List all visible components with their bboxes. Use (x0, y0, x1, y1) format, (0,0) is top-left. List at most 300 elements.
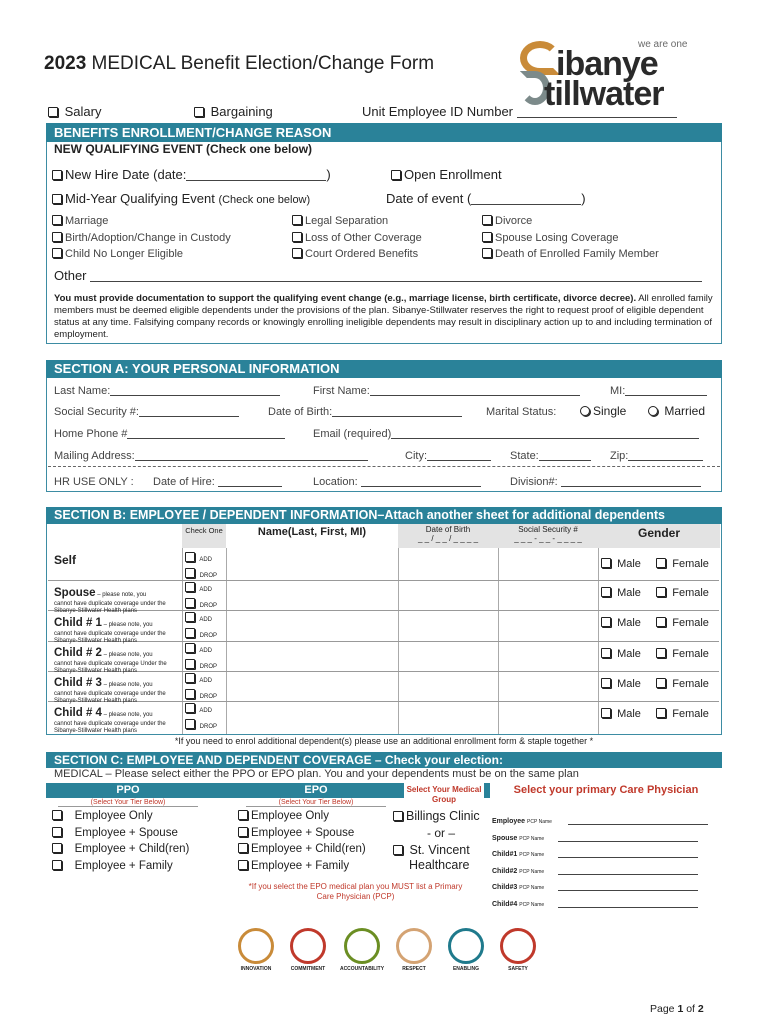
drop-label: DROP (199, 603, 218, 609)
drop-checkbox[interactable] (185, 598, 195, 608)
row-spouse-label (54, 583, 182, 615)
pcp-who: Child#4 (492, 900, 518, 908)
logo-word-2: tillwater (544, 75, 664, 113)
unit-id-label: Unit Employee ID Number (362, 104, 513, 119)
date-of-event-close: ) (581, 191, 586, 206)
ppo-tier-option[interactable] (52, 841, 189, 858)
row-child1-gender (601, 617, 709, 629)
division-field[interactable] (510, 476, 701, 488)
drop-checkbox[interactable] (185, 719, 195, 729)
female-label: Female (672, 708, 709, 720)
open-enrollment-option[interactable] (391, 167, 502, 182)
pcp-label: PCP Name (519, 852, 545, 859)
section-a (46, 360, 722, 492)
col-dob-header (398, 524, 498, 548)
city-label: City: (405, 450, 427, 462)
drop-label: DROP (199, 694, 218, 700)
first-name-field[interactable] (313, 385, 580, 397)
add-checkbox[interactable] (185, 612, 195, 622)
pcp-label: PCP Name (519, 885, 545, 892)
healthcare-label: Healthcare (409, 858, 470, 872)
add-checkbox[interactable] (185, 673, 195, 683)
pcp-input[interactable] (558, 857, 698, 858)
col-ssn-format: _ _ _ - _ _ - _ _ _ _ (514, 534, 582, 543)
drop-option[interactable] (185, 719, 217, 735)
pcp-row[interactable] (492, 831, 708, 848)
state-input[interactable] (539, 460, 591, 461)
division-label: Division#: (510, 476, 558, 488)
single-option[interactable] (580, 404, 626, 418)
female-checkbox[interactable] (656, 617, 666, 627)
add-option[interactable] (185, 582, 217, 598)
event-court-ordered[interactable] (292, 248, 418, 260)
mi-field[interactable] (610, 385, 707, 397)
add-label: ADD (199, 587, 213, 593)
epo-header: EPO (304, 784, 328, 796)
company-values (232, 928, 542, 998)
epo-tier-checkbox[interactable] (238, 810, 248, 820)
event-divorce[interactable] (482, 215, 532, 227)
dob-label: Date of Birth: (268, 406, 333, 418)
email-input[interactable] (391, 438, 699, 439)
location-input[interactable] (361, 486, 481, 487)
event-marriage[interactable] (52, 215, 108, 227)
male-label: Male (617, 587, 641, 599)
add-option[interactable] (185, 673, 217, 689)
event-checkbox[interactable] (292, 248, 302, 258)
epo-pcp-note: *If you select the EPO medical plan you MUST list a Primary Care Physician (PCP) (248, 882, 463, 901)
event-label: Loss of Other Coverage (305, 232, 422, 244)
female-option[interactable] (656, 648, 709, 660)
epo-tier-option[interactable] (238, 825, 366, 842)
event-checkbox[interactable] (292, 215, 302, 225)
female-checkbox[interactable] (656, 558, 666, 568)
state-label: State: (510, 450, 539, 462)
st-vincent-checkbox[interactable] (393, 845, 403, 855)
female-label: Female (672, 558, 709, 570)
row-note: – please note, you (101, 682, 153, 688)
date-of-event-label: Date of event ( (386, 191, 472, 206)
ppo-header: PPO (116, 784, 140, 796)
row-child1-adddrop (185, 612, 217, 644)
notice-bold: You must provide documentation to support the qualifying event change (e.g., marriage license, birth certificate, divorce decree). (54, 293, 637, 304)
tier-label: Employee + Child(ren) (74, 843, 190, 855)
date-of-event-input[interactable] (471, 204, 581, 205)
last-name-input[interactable] (110, 395, 280, 396)
male-label: Male (617, 617, 641, 629)
location-field[interactable] (313, 476, 481, 488)
row-note: – please note, you (101, 652, 153, 658)
event-checkbox[interactable] (292, 232, 302, 242)
row-fine-print: cannot have duplicate coverage under the Sibanye-Stillwater Health plans (54, 601, 166, 614)
billings-checkbox[interactable] (393, 811, 403, 821)
pcp-row[interactable] (492, 880, 708, 897)
pcp-input[interactable] (558, 841, 698, 842)
event-label: Divorce (495, 215, 533, 227)
date-of-hire-label: Date of Hire: (153, 476, 215, 488)
zip-label: Zip: (610, 450, 629, 462)
row-child4-label (54, 703, 182, 735)
col-dob-format: _ _ / _ _ / _ _ _ _ (417, 534, 479, 543)
row-fine-print: cannot have duplicate coverage under the Sibanye-Stillwater Health plans (54, 721, 166, 734)
ssn-field[interactable] (54, 406, 239, 418)
pcp-row[interactable] (492, 814, 708, 831)
single-radio[interactable] (580, 406, 590, 416)
medical-group-header: Select Your Medical Group (404, 783, 484, 809)
male-checkbox[interactable] (601, 558, 611, 568)
epo-tier-option[interactable] (238, 841, 366, 858)
salary-checkbox[interactable] (48, 107, 58, 117)
add-option[interactable] (185, 552, 217, 568)
logo-s-mark-top (520, 41, 560, 75)
drop-label: DROP (199, 724, 218, 730)
male-checkbox[interactable] (601, 617, 611, 627)
row-child4-adddrop (185, 703, 217, 735)
row-self-adddrop (185, 552, 217, 584)
home-phone-label: Home Phone # (54, 428, 128, 440)
row-child3-label (54, 673, 182, 705)
event-label: Legal Separation (305, 215, 389, 227)
bargaining-option[interactable] (194, 104, 273, 119)
male-label: Male (617, 678, 641, 690)
mid-year-option[interactable] (52, 191, 310, 206)
section-c-subtitle: MEDICAL – Please select either the PPO or EPO plan. You and your dependents must be on the same plan (54, 768, 579, 780)
female-option[interactable] (656, 708, 709, 720)
bargaining-checkbox[interactable] (194, 107, 204, 117)
row-fine-print: cannot have duplicate coverage under the Sibanye-Stillwater Health plans (54, 631, 166, 644)
add-checkbox[interactable] (185, 552, 195, 562)
single-label: Single (593, 404, 627, 418)
section-c-header: SECTION C: EMPLOYEE AND DEPENDENT COVERAGE – Check your election: (46, 752, 722, 768)
email-label: Email (required) (313, 428, 392, 440)
lightbulb-icon (238, 928, 274, 964)
page-of: of (683, 1003, 698, 1015)
home-phone-input[interactable] (127, 438, 285, 439)
new-hire-date-input[interactable] (186, 180, 326, 181)
state-field[interactable] (510, 450, 591, 462)
ssn-label: Social Security #: (54, 406, 139, 418)
male-checkbox[interactable] (601, 587, 611, 597)
ppo-tier-checkbox[interactable] (52, 843, 62, 853)
salary-option[interactable] (48, 104, 101, 119)
city-field[interactable] (405, 450, 491, 462)
unit-id-field[interactable] (362, 104, 677, 119)
row-divider (48, 580, 719, 581)
epo-tier-note: (Select Your Tier Below) (246, 799, 386, 807)
female-label: Female (672, 587, 709, 599)
documentation-notice (54, 293, 714, 341)
open-enrollment-checkbox[interactable] (391, 170, 401, 180)
pcp-row[interactable] (492, 897, 708, 914)
pcp-label: PCP Name (519, 835, 545, 842)
row-child3-gender (601, 678, 709, 690)
female-label: Female (672, 648, 709, 660)
event-death[interactable] (482, 248, 659, 260)
pcp-who: Spouse (492, 834, 518, 842)
drop-checkbox[interactable] (185, 568, 195, 578)
event-checkbox[interactable] (482, 248, 492, 258)
date-of-hire-input[interactable] (218, 486, 282, 487)
row-title: Child # 1 (54, 617, 102, 629)
ppo-tier-option[interactable] (52, 825, 189, 842)
epo-tier-checkbox[interactable] (238, 843, 248, 853)
shield-icon (500, 928, 536, 964)
row-title: Child # 3 (54, 677, 102, 689)
dob-field[interactable] (268, 406, 462, 418)
pcp-who: Child#1 (492, 851, 518, 859)
heart-icon (290, 928, 326, 964)
tier-label: Employee + Child(ren) (251, 843, 366, 855)
pcp-label: PCP Name (519, 868, 545, 875)
event-checkbox[interactable] (52, 232, 62, 242)
add-checkbox[interactable] (185, 643, 195, 653)
mi-input[interactable] (625, 395, 707, 396)
marital-status-label: Marital Status: (486, 406, 557, 418)
new-hire-close: ) (326, 167, 331, 182)
drop-checkbox[interactable] (185, 689, 195, 699)
epo-tier-checkbox[interactable] (238, 827, 248, 837)
row-spouse-gender (601, 587, 709, 599)
male-checkbox[interactable] (601, 648, 611, 658)
company-logo (520, 35, 730, 113)
billings-label: Billings Clinic (406, 809, 480, 823)
value-label: SAFETY (508, 966, 528, 972)
add-option[interactable] (185, 612, 217, 628)
ppo-tier-checkbox[interactable] (52, 810, 62, 820)
event-spouse-losing[interactable] (482, 232, 619, 244)
ppo-tier-note: (Select Your Tier Below) (58, 799, 198, 807)
page-current: 1 (677, 1003, 684, 1015)
female-option[interactable] (656, 617, 709, 629)
drop-checkbox[interactable] (185, 628, 195, 638)
male-checkbox[interactable] (601, 678, 611, 688)
pcp-label: PCP Name (519, 901, 545, 908)
drop-checkbox[interactable] (185, 659, 195, 669)
pcp-row[interactable] (492, 864, 708, 881)
value-label: ENABLING (452, 966, 480, 972)
tier-label: Employee Only (251, 810, 329, 822)
event-checkbox[interactable] (52, 215, 62, 225)
row-fine-print: cannot have duplicate coverage under the Sibanye-Stillwater Health plans (54, 691, 166, 704)
value-accountability (336, 928, 388, 972)
col-ssn-header (498, 524, 598, 548)
add-option[interactable] (185, 703, 217, 719)
value-safety (494, 928, 542, 972)
person-icon (448, 928, 484, 964)
logo-word-1: ibanye (556, 45, 658, 83)
other-input[interactable] (90, 281, 702, 282)
email-field[interactable] (313, 428, 699, 440)
zip-input[interactable] (628, 460, 703, 461)
row-child4-gender (601, 708, 709, 720)
or-label: - or – (427, 826, 456, 840)
event-checkbox[interactable] (52, 248, 62, 258)
home-phone-field[interactable] (54, 428, 285, 440)
date-of-hire-field[interactable] (153, 476, 282, 488)
city-input[interactable] (427, 460, 491, 461)
event-checkbox[interactable] (482, 215, 492, 225)
pcp-who: Child#2 (492, 867, 518, 875)
pcp-list (492, 814, 708, 914)
event-legal-separation[interactable] (292, 215, 388, 227)
qualifying-event-title: NEW QUALIFYING EVENT (Check one below) (54, 142, 313, 156)
event-birth-adoption[interactable] (52, 232, 231, 244)
salary-label: Salary (64, 104, 102, 119)
value-label: COMMITMENT (290, 966, 326, 972)
female-checkbox[interactable] (656, 648, 666, 658)
female-option[interactable] (656, 587, 709, 599)
add-label: ADD (199, 648, 213, 654)
row-title: Child # 2 (54, 647, 102, 659)
add-checkbox[interactable] (185, 582, 195, 592)
epo-tier-checkbox[interactable] (238, 860, 248, 870)
row-self-gender (601, 558, 709, 570)
tier-label: Employee Only (74, 810, 153, 822)
st-vincent-option[interactable] (393, 843, 470, 857)
title-year: 2023 (44, 53, 87, 74)
epo-tier-option[interactable] (238, 858, 366, 875)
pcp-who: Child#3 (492, 884, 518, 892)
section-b-footnote: *If you need to enrol additional dependent(s) please use an additional enrollment form & staple together * (174, 736, 594, 746)
male-option[interactable] (601, 678, 641, 690)
mi-label: MI: (610, 385, 626, 397)
ppo-tier-option[interactable] (52, 808, 189, 825)
pcp-who: Employee (492, 818, 526, 825)
hr-use-label: HR USE ONLY : (54, 476, 134, 488)
female-label: Female (672, 678, 709, 690)
epo-tier-option[interactable] (238, 808, 366, 825)
first-name-label: First Name: (313, 385, 370, 397)
male-option[interactable] (601, 587, 641, 599)
other-label: Other (54, 268, 87, 283)
row-child2-gender (601, 648, 709, 660)
title-text: MEDICAL Benefit Election/Change Form (86, 53, 435, 74)
ppo-tier-checkbox[interactable] (52, 860, 62, 870)
last-name-field[interactable] (54, 385, 280, 397)
dob-input[interactable] (332, 416, 462, 417)
value-label: ACCOUNTABILITY (339, 966, 385, 972)
row-spouse-adddrop (185, 582, 217, 614)
logo-tagline: we are one (638, 39, 688, 50)
pcp-row[interactable] (492, 847, 708, 864)
male-label: Male (617, 708, 641, 720)
first-name-input[interactable] (370, 395, 580, 396)
mid-year-note: (Check one below) (218, 194, 311, 206)
mid-year-checkbox[interactable] (52, 194, 62, 204)
female-checkbox[interactable] (656, 678, 666, 688)
event-label: Birth/Adoption/Change in Custody (65, 232, 231, 244)
st-vincent-label: St. Vincent (409, 843, 470, 857)
pcp-input[interactable] (558, 874, 698, 875)
mailing-input[interactable] (135, 460, 368, 461)
event-label: Court Ordered Benefits (305, 248, 419, 260)
value-enabling (442, 928, 490, 972)
date-of-event-field[interactable] (386, 191, 586, 206)
female-option[interactable] (656, 558, 709, 570)
value-label: RESPECT (402, 966, 426, 972)
male-option[interactable] (601, 648, 641, 660)
event-checkbox[interactable] (482, 232, 492, 242)
male-checkbox[interactable] (601, 708, 611, 718)
section-b-note: –Attach another sheet for additional dependents (377, 508, 665, 522)
pcp-input[interactable] (558, 890, 698, 891)
new-hire-option[interactable] (52, 167, 331, 182)
unit-id-input[interactable] (517, 117, 677, 118)
zip-field[interactable] (610, 450, 703, 462)
drop-label: DROP (199, 573, 218, 579)
female-option[interactable] (656, 678, 709, 690)
mailing-field[interactable] (54, 450, 368, 462)
pcp-input[interactable] (558, 907, 698, 908)
value-commitment (284, 928, 332, 972)
add-checkbox[interactable] (185, 703, 195, 713)
handshake-icon (344, 928, 380, 964)
row-fine-print: cannot have duplicate coverage Under the Sibanye-Stillwater Health plans (54, 661, 167, 674)
row-note: – please note, you (101, 622, 153, 628)
male-label: Male (617, 558, 641, 570)
event-loss-coverage[interactable] (292, 232, 422, 244)
location-label: Location: (313, 476, 358, 488)
tier-label: Employee + Spouse (74, 826, 178, 839)
form-title (44, 53, 434, 75)
row-child2-adddrop (185, 643, 217, 675)
value-label: INNOVATION (240, 966, 272, 972)
event-label: Child No Longer Eligible (65, 248, 184, 260)
married-label: Married (664, 404, 706, 418)
male-option[interactable] (601, 617, 641, 629)
ppo-tier-checkbox[interactable] (52, 827, 62, 837)
drop-label: DROP (199, 664, 218, 670)
female-checkbox[interactable] (656, 587, 666, 597)
married-radio[interactable] (648, 406, 658, 416)
page-prefix: Page (650, 1003, 678, 1015)
section-b-header (46, 507, 722, 524)
reason-header: BENEFITS ENROLLMENT/CHANGE REASON (46, 123, 722, 142)
drop-option[interactable] (185, 628, 217, 644)
row-child1-label (54, 613, 182, 645)
last-name-label: Last Name: (54, 385, 111, 397)
notice-text: All enrolled family members must be deemed eligible dependents under the provisions of the plan. Sibanye-Stillwater reserves the right to request proof of eligible dependent status at any time. Falsifying company records or knowingly enrolling ineligible dependents may result in disciplinary action up to and including termination of employment. (54, 293, 713, 340)
row-child2-label (54, 643, 182, 675)
ssn-input[interactable] (139, 416, 239, 417)
add-label: ADD (199, 708, 213, 714)
tier-label: Employee + Family (251, 859, 350, 872)
female-checkbox[interactable] (656, 708, 666, 718)
row-title: Child # 4 (54, 707, 102, 719)
mid-year-label: Mid-Year Qualifying Event (65, 191, 215, 206)
add-option[interactable] (185, 643, 217, 659)
male-option[interactable] (601, 708, 641, 720)
new-hire-checkbox[interactable] (52, 170, 62, 180)
col-name-header: Name(Last, First, MI) (257, 526, 367, 538)
bargaining-label: Bargaining (210, 104, 273, 119)
married-option[interactable] (648, 404, 705, 418)
mailing-label: Mailing Address: (54, 450, 135, 462)
open-enrollment-label: Open Enrollment (404, 167, 502, 182)
add-label: ADD (199, 678, 213, 684)
division-input[interactable] (561, 486, 701, 487)
billings-option[interactable] (393, 809, 480, 823)
value-respect (390, 928, 438, 972)
other-field[interactable] (54, 268, 702, 283)
pcp-label: PCP Name (527, 819, 552, 825)
pcp-input[interactable] (568, 824, 708, 825)
ppo-tier-option[interactable] (52, 858, 189, 875)
event-child-ineligible[interactable] (52, 248, 183, 260)
epo-tiers (238, 808, 366, 874)
row-note: – please note, you (95, 592, 147, 598)
male-option[interactable] (601, 558, 641, 570)
